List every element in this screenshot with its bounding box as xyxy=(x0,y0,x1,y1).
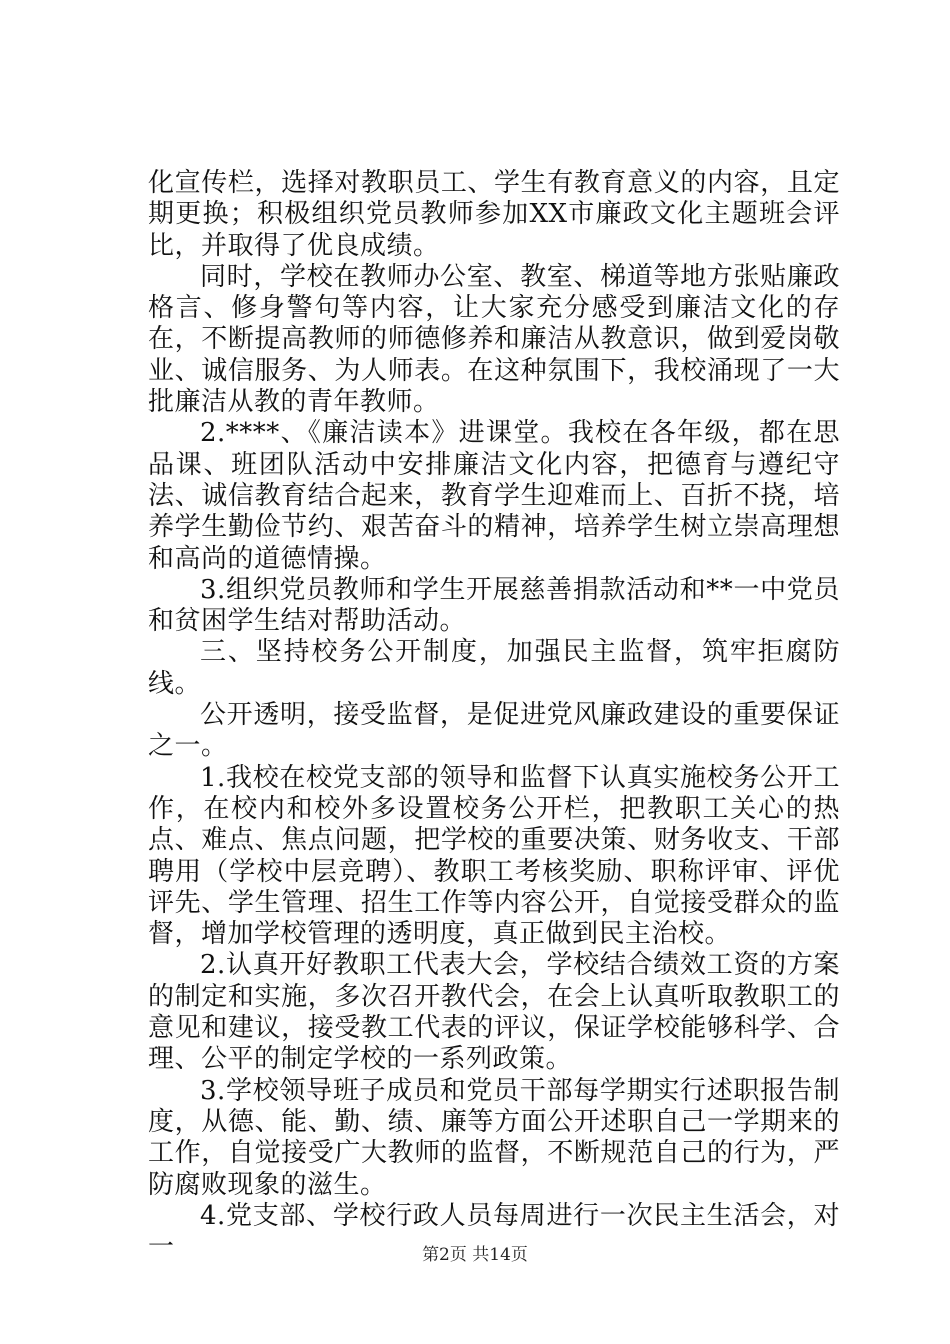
paragraph-9: 3.学校领导班子成员和党员干部每学期实行述职报告制度，从德、能、勤、绩、廉等方面公开述职自己一学期来的工作，自觉接受广大教师的监督，不断规范自己的行为，严防腐败现象的滋生。 xyxy=(148,1075,840,1200)
paragraph-4: 3.组织党员教师和学生开展慈善捐款活动和**一中党员和贫困学生结对帮助活动。 xyxy=(148,574,840,637)
paragraph-2: 同时，学校在教师办公室、教室、梯道等地方张贴廉政格言、修身警句等内容，让大家充分感受到廉洁文化的存在，不断提高教师的师德修养和廉洁从教意识，做到爱岗敬业、诚信服务、为人师表。在这种氛围下，我校涌现了一大批廉洁从教的青年教师。 xyxy=(148,261,840,418)
paragraph-10: 4.党支部、学校行政人员每周进行一次民主生活会，对一 xyxy=(148,1200,840,1263)
paragraph-3: 2.****、《廉洁读本》进课堂。我校在各年级，都在思品课、班团队活动中安排廉洁文化内容，把德育与遵纪守法、诚信教育结合起来，教育学生迎难而上、百折不挠，培养学生勤俭节约、艰苦奋斗的精神，培养学生树立崇高理想和高尚的道德情操。 xyxy=(148,418,840,574)
document-body xyxy=(148,168,840,1263)
paragraph-7: 1.我校在校党支部的领导和监督下认真实施校务公开工作，在校内和校外多设置校务公开栏，把教职工关心的热点、难点、焦点问题，把学校的重要决策、财务收支、干部聘用（学校中层竞聘）、教职工考核奖励、职称评审、评优评先、学生管理、招生工作等内容公开，自觉接受群众的监督，增加学校管理的透明度，真正做到民主治校。 xyxy=(148,762,840,950)
section-heading-3: 三、坚持校务公开制度，加强民主监督，筑牢拒腐防线。 xyxy=(148,637,840,699)
paragraph-1: 化宣传栏，选择对教职员工、学生有教育意义的内容，且定期更换；积极组织党员教师参加XX市廉政文化主题班会评比，并取得了优良成绩。 xyxy=(148,168,840,261)
paragraph-6: 公开透明，接受监督，是促进党风廉政建设的重要保证之一。 xyxy=(148,700,840,762)
page-number-footer: 第2页 共14页 xyxy=(422,1245,528,1265)
paragraph-8: 2.认真开好教职工代表大会，学校结合绩效工资的方案的制定和实施，多次召开教代会，在会上认真听取教职工的意见和建议，接受教工代表的评议，保证学校能够科学、合理、公平的制定学校的一系列政策。 xyxy=(148,950,840,1075)
